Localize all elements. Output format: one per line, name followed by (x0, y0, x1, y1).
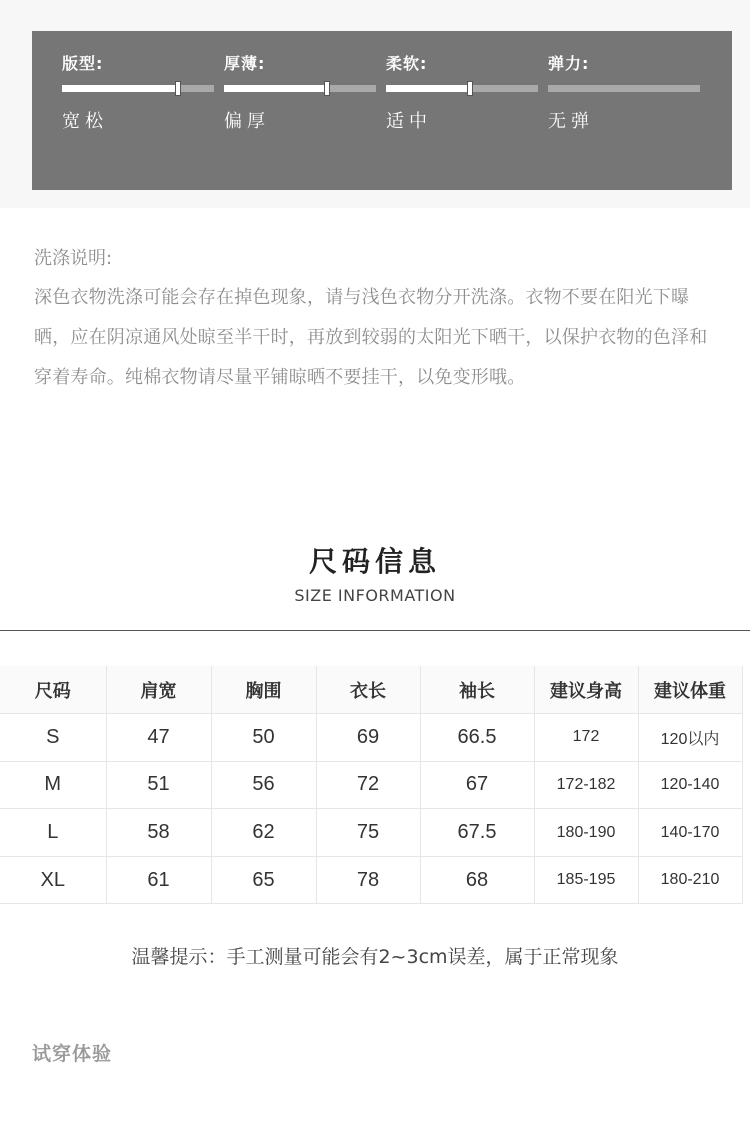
table-header-cell: 袖长 (420, 666, 534, 714)
table-cell: 67.5 (420, 809, 534, 857)
attribute-scale-fill (224, 85, 327, 92)
table-header-row (0, 666, 742, 714)
table-cell: 140-170 (638, 809, 742, 857)
attribute-label: 厚薄: (224, 54, 266, 73)
measurement-note: 温馨提示：手工测量可能会有2~3cm误差，属于正常现象 (131, 946, 619, 968)
table-cell: 56 (211, 761, 316, 809)
table-cell: M (0, 761, 106, 809)
attribute-value: 适中 (386, 111, 432, 132)
table-cell: 180-190 (534, 809, 638, 857)
attribute-scale (62, 85, 214, 92)
table-cell: 66.5 (420, 714, 534, 762)
table-cell: 172-182 (534, 761, 638, 809)
attribute-scale (386, 85, 538, 92)
attribute-label: 弹力: (548, 54, 590, 73)
table-cell: 47 (106, 714, 211, 762)
size-info-title: 尺码信息 (308, 545, 441, 578)
table-cell: 120-140 (638, 761, 742, 809)
attribute-value: 无弹 (548, 111, 594, 132)
fabric-attribute-panel (32, 31, 732, 190)
fabric-section (0, 0, 750, 208)
attribute-scale-marker (324, 81, 330, 96)
section-divider (0, 630, 750, 631)
trial-experience-title: 试穿体验 (32, 1043, 113, 1065)
attribute-elasticity (548, 51, 700, 141)
table-header-cell: 尺码 (0, 666, 106, 714)
table-header-cell: 衣长 (316, 666, 420, 714)
size-table (0, 666, 743, 904)
table-cell: XL (0, 856, 106, 904)
attribute-label: 版型: (62, 54, 104, 73)
attribute-scale-fill (386, 85, 470, 92)
table-cell: 51 (106, 761, 211, 809)
size-info-subtitle: SIZE INFORMATION (294, 586, 456, 605)
washing-title: 洗涤说明: (34, 248, 113, 269)
washing-instructions (34, 246, 724, 398)
attribute-value: 偏厚 (224, 111, 270, 132)
table-row (0, 809, 742, 857)
table-cell: 75 (316, 809, 420, 857)
table-cell: 185-195 (534, 856, 638, 904)
table-header-cell: 建议体重 (638, 666, 742, 714)
table-cell: 72 (316, 761, 420, 809)
attribute-scale (548, 85, 700, 92)
table-cell: 62 (211, 809, 316, 857)
washing-text: 深色衣物洗涤可能会存在掉色现象，请与浅色衣物分开洗涤。衣物不要在阳光下曝晒，应在阴凉通风处晾至半干时，再放到较弱的太阳光下晒干，以保护衣物的色泽和穿着寿命。纯棉衣物请尽量平铺晾晒不要挂干，以免变形哦。 (34, 287, 708, 388)
attribute-scale-fill (62, 85, 178, 92)
attribute-thickness (224, 51, 376, 141)
table-cell: 69 (316, 714, 420, 762)
table-cell: 120以内 (638, 714, 742, 762)
table-cell: 58 (106, 809, 211, 857)
table-cell: L (0, 809, 106, 857)
size-info-heading (0, 540, 750, 605)
attribute-value: 宽松 (62, 111, 108, 132)
table-row (0, 856, 742, 904)
attribute-scale-marker (467, 81, 473, 96)
attribute-softness (386, 51, 538, 141)
table-cell: 78 (316, 856, 420, 904)
table-cell: S (0, 714, 106, 762)
table-cell: 172 (534, 714, 638, 762)
table-cell: 68 (420, 856, 534, 904)
table-row (0, 761, 742, 809)
attribute-scale-marker (175, 81, 181, 96)
table-header-cell: 肩宽 (106, 666, 211, 714)
attribute-scale (224, 85, 376, 92)
attribute-label: 柔软: (386, 54, 428, 73)
table-cell: 180-210 (638, 856, 742, 904)
table-row (0, 714, 742, 762)
table-cell: 67 (420, 761, 534, 809)
table-cell: 61 (106, 856, 211, 904)
table-header-cell: 建议身高 (534, 666, 638, 714)
table-cell: 50 (211, 714, 316, 762)
table-header-cell: 胸围 (211, 666, 316, 714)
attribute-fit (62, 51, 214, 141)
table-cell: 65 (211, 856, 316, 904)
